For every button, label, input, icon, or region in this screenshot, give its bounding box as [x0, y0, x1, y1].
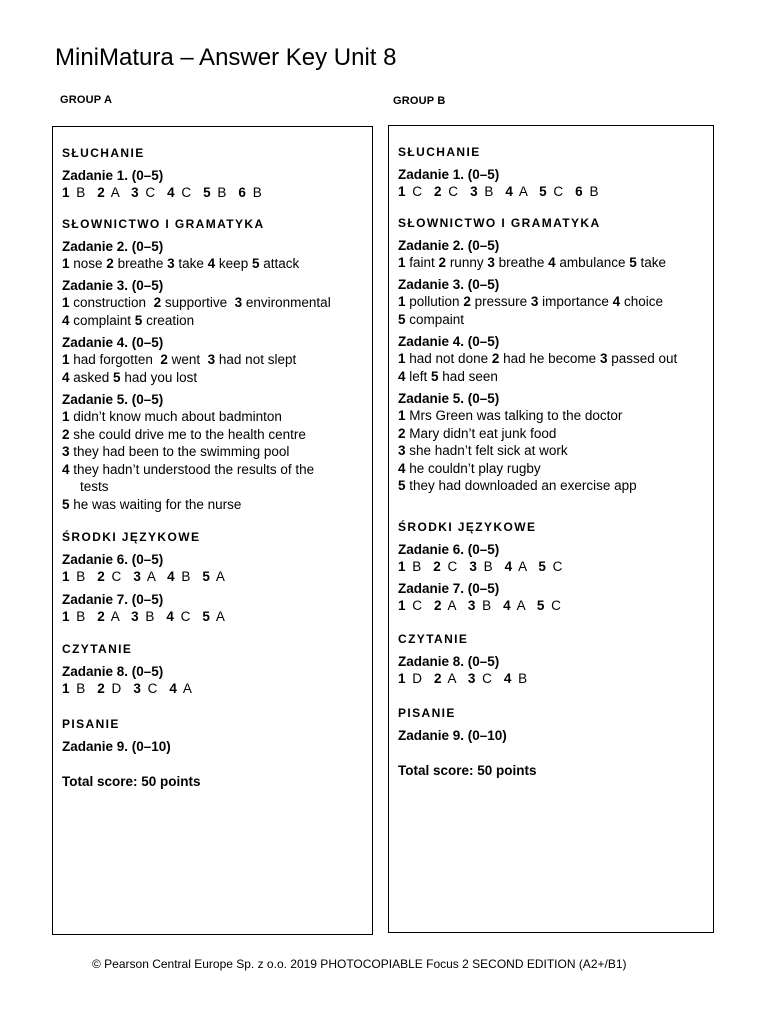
answer-text: faint [405, 254, 439, 270]
answer-number: 2 [463, 294, 471, 309]
answer-line [398, 425, 713, 443]
answer-text: supportive [161, 295, 235, 310]
section-srodki-jezykowe [398, 519, 713, 615]
answer-text: complaint [69, 312, 135, 328]
section-title: SŁOWNICTWO I GRAMATYKA [62, 216, 265, 231]
answer-number: 2 [491, 351, 500, 366]
answer-line [62, 184, 372, 202]
answer-number: 2 [398, 425, 406, 441]
answer-number: 4 [207, 255, 216, 271]
answer-number: 1 [398, 184, 408, 199]
answer-text: B [140, 608, 167, 624]
answer-line [62, 608, 372, 626]
task-block [62, 239, 372, 273]
answer-number: 2 [106, 255, 114, 271]
answer-text: A [443, 670, 468, 686]
task-heading: Zadanie 5. (0–5) [62, 392, 164, 407]
answer-text: C [407, 184, 435, 199]
answer-text: went [167, 352, 208, 367]
task-block [398, 277, 713, 328]
section-slownictwo-i-gramatyka [398, 215, 713, 495]
answer-number: 1 [398, 598, 408, 613]
group-a-answer-box [52, 126, 373, 935]
answer-number: 1 [398, 294, 406, 309]
answer-text: keep [215, 255, 252, 271]
answer-text: he was waiting for the nurse [69, 496, 242, 512]
answer-line [398, 442, 713, 460]
answer-text: importance [538, 294, 613, 309]
answer-text: A [443, 598, 468, 613]
task-block [62, 739, 372, 755]
answer-number: 1 [62, 352, 70, 367]
answer-text: B [584, 184, 600, 199]
answer-number: 1 [62, 608, 72, 624]
answer-text: had he become [499, 351, 600, 366]
section-pisanie [398, 705, 713, 744]
answer-text: had not done [405, 351, 492, 366]
answer-number: 5 [134, 312, 143, 328]
answer-number: 3 [398, 443, 406, 458]
task-heading: Zadanie 3. (0–5) [398, 277, 500, 292]
answer-line [62, 496, 372, 514]
answer-number: 3 [530, 294, 539, 309]
answer-text: B [176, 569, 203, 584]
answer-number: 1 [398, 558, 408, 574]
answer-text: A [512, 598, 537, 613]
task-block [398, 542, 713, 576]
answer-number: 2 [434, 670, 444, 686]
task-block [62, 168, 372, 202]
section-sluchanie [62, 145, 372, 202]
answer-number: 4 [503, 598, 513, 613]
answer-number: 5 [431, 368, 439, 384]
answer-text: Mrs Green was talking to the doctor [405, 408, 623, 423]
answer-text: B [71, 569, 98, 584]
task-block [398, 654, 713, 688]
answer-number: 6 [238, 185, 248, 200]
section-title: SŁUCHANIE [62, 146, 145, 160]
section-title: PISANIE [62, 716, 120, 731]
answer-line [62, 408, 372, 426]
answer-line [398, 254, 713, 272]
section-title: ŚRODKI JĘZYKOWE [62, 530, 201, 544]
answer-number: 3 [131, 185, 141, 200]
answer-line [398, 183, 713, 201]
answer-number: 4 [504, 558, 514, 574]
answer-text: A [106, 608, 132, 624]
answer-text: compaint [405, 311, 465, 327]
answer-line [62, 351, 372, 369]
task-block [62, 278, 372, 329]
answer-number: 4 [62, 312, 70, 328]
answer-text: B [247, 185, 264, 200]
answer-number: 1 [398, 254, 406, 270]
answer-text: had seen [438, 368, 498, 384]
answer-number: 2 [97, 569, 107, 584]
answer-number: 4 [167, 185, 177, 200]
answer-text: they had been to the swimming pool [69, 444, 290, 459]
answer-text: he couldn’t play rugby [405, 460, 541, 476]
answer-line [398, 407, 713, 425]
answer-number: 5 [398, 478, 406, 493]
task-heading: Zadanie 7. (0–5) [398, 581, 500, 596]
task-heading: Zadanie 9. (0–10) [62, 738, 171, 754]
answer-text: environmental [242, 295, 331, 310]
answer-line [398, 293, 713, 311]
task-heading: Zadanie 6. (0–5) [62, 552, 164, 567]
group-a-label: GROUP A [60, 94, 113, 106]
answer-text: had not slept [215, 352, 297, 367]
task-heading: Zadanie 2. (0–5) [62, 238, 164, 254]
answer-text: D [106, 681, 134, 696]
answer-text: C [476, 670, 504, 686]
answer-number: 4 [62, 461, 70, 477]
answer-text: left [405, 368, 432, 384]
answer-text: B [71, 185, 98, 200]
task-block [62, 664, 372, 698]
answer-number: 2 [97, 681, 107, 696]
answer-number: 3 [487, 254, 495, 270]
answer-text: C [545, 598, 563, 613]
answer-number: 3 [467, 670, 477, 686]
section-czytanie [398, 631, 713, 688]
answer-text: B [71, 608, 98, 624]
answer-number: 4 [398, 460, 406, 476]
section-title: CZYTANIE [398, 631, 469, 646]
answer-line [62, 312, 372, 330]
answer-number: 2 [97, 608, 107, 624]
task-heading: Zadanie 1. (0–5) [398, 167, 500, 182]
answer-number: 5 [62, 496, 70, 512]
answer-number: 4 [166, 608, 176, 624]
task-heading: Zadanie 8. (0–5) [62, 664, 164, 679]
answer-text: C [407, 598, 435, 613]
answer-number: 5 [251, 255, 260, 271]
answer-number: 4 [612, 294, 621, 309]
answer-text: asked [69, 369, 114, 385]
task-heading: Zadanie 5. (0–5) [398, 391, 500, 406]
answer-number: 4 [398, 368, 406, 384]
answer-line [398, 558, 713, 576]
answer-text: pressure [470, 294, 531, 309]
answer-number: 2 [433, 558, 443, 574]
answer-text: B [407, 558, 434, 574]
answer-number: 3 [62, 444, 70, 459]
section-title: SŁUCHANIE [398, 145, 481, 159]
answer-text: had you lost [120, 369, 198, 385]
answer-number: 3 [133, 569, 143, 584]
section-title: SŁOWNICTWO I GRAMATYKA [398, 215, 601, 230]
answer-number: 2 [153, 295, 162, 310]
answer-line [398, 597, 713, 615]
answer-text: Mary didn’t eat junk food [405, 425, 557, 441]
answer-number: 3 [167, 255, 175, 271]
answer-line [398, 368, 713, 386]
copyright-footer: © Pearson Central Europe Sp. z o.o. 2019 PHOTOCOPIABLE Focus 2 SECOND EDITION (A2+/B1) [92, 957, 627, 971]
task-heading: Zadanie 3. (0–5) [62, 278, 164, 293]
answer-text: C [548, 184, 576, 199]
answer-text: C [547, 558, 564, 574]
answer-text: A [514, 184, 540, 199]
answer-line [398, 670, 713, 688]
answer-number: 1 [62, 569, 72, 584]
section-title: PISANIE [398, 706, 456, 720]
answer-text: take [636, 254, 667, 270]
answer-text: B [71, 681, 98, 696]
group-b-answer-box [388, 125, 714, 933]
answer-text: C [176, 185, 204, 200]
task-block [62, 552, 372, 586]
answer-number: 2 [160, 352, 168, 367]
answer-number: 2 [62, 426, 70, 442]
answer-text: C [140, 185, 168, 200]
answer-number: 5 [629, 254, 637, 270]
answer-number: 3 [131, 608, 141, 624]
task-heading: Zadanie 2. (0–5) [398, 237, 500, 253]
answer-line [62, 443, 372, 461]
task-block [398, 238, 713, 272]
answer-number: 1 [62, 681, 72, 696]
answer-text: A [106, 185, 132, 200]
task-heading: Zadanie 8. (0–5) [398, 653, 500, 669]
answer-number: 4 [548, 254, 556, 270]
task-heading: Zadanie 1. (0–5) [62, 168, 164, 183]
answer-line [398, 350, 713, 368]
answer-number: 1 [62, 185, 72, 200]
task-block [398, 334, 713, 385]
answer-text: B [479, 184, 506, 199]
answer-line [398, 477, 713, 495]
answer-number: 4 [169, 681, 179, 696]
answer-text: construction [69, 295, 154, 310]
answer-number: 1 [62, 255, 70, 271]
total-score: Total score: 50 points [398, 763, 537, 778]
task-block [62, 592, 372, 626]
answer-line [62, 426, 372, 444]
answer-text: C [175, 608, 203, 624]
answer-text: D [407, 670, 435, 686]
section-pisanie [62, 716, 372, 755]
answer-number: 1 [62, 295, 70, 310]
answer-number: 5 [202, 569, 212, 584]
answer-number: 2 [434, 598, 444, 613]
answer-number: 4 [503, 670, 513, 686]
answer-text: A [142, 569, 168, 584]
answer-text: they hadn’t understood the results of the [69, 461, 315, 477]
task-block [62, 335, 372, 386]
answer-text: creation [142, 312, 195, 328]
answer-line [62, 461, 372, 479]
answer-number: 3 [133, 681, 143, 696]
answer-line [62, 478, 372, 496]
answer-text: tests [80, 479, 109, 494]
answer-number: 3 [234, 295, 243, 310]
task-heading: Zadanie 4. (0–5) [62, 335, 164, 350]
answer-text: she hadn’t felt sick at work [405, 443, 568, 458]
task-block [62, 392, 372, 513]
answer-text: B [476, 598, 504, 613]
answer-text: C [106, 569, 134, 584]
section-title: ŚRODKI JĘZYKOWE [398, 519, 537, 534]
answer-number: 5 [539, 184, 549, 199]
answer-text: A [211, 608, 227, 624]
answer-number: 3 [470, 184, 480, 199]
answer-number: 5 [203, 185, 213, 200]
answer-line [62, 568, 372, 586]
answer-number: 5 [536, 598, 546, 613]
answer-number: 5 [113, 369, 121, 385]
answer-number: 1 [398, 351, 406, 366]
task-heading: Zadanie 4. (0–5) [398, 334, 500, 349]
task-block [398, 581, 713, 615]
total-score: Total score: 50 points [62, 773, 201, 789]
answer-number: 4 [62, 369, 70, 385]
answer-number: 2 [438, 254, 447, 270]
answer-text: C [443, 184, 471, 199]
answer-number: 5 [538, 558, 548, 574]
answer-line [398, 311, 713, 329]
answer-text: passed out [607, 351, 678, 366]
task-block [398, 728, 713, 744]
task-heading: Zadanie 6. (0–5) [398, 541, 500, 557]
section-title: CZYTANIE [62, 642, 133, 656]
section-slownictwo-i-gramatyka [62, 216, 372, 514]
answer-text: B [212, 185, 239, 200]
answer-line [62, 255, 372, 273]
answer-number: 5 [202, 608, 212, 624]
answer-number: 3 [469, 558, 479, 574]
answer-text: C [442, 558, 470, 574]
page-title: MiniMatura – Answer Key Unit 8 [55, 44, 397, 71]
answer-number: 2 [97, 185, 107, 200]
answer-text: pollution [405, 294, 464, 309]
answer-text: they had downloaded an exercise app [405, 478, 637, 493]
answer-text: nose [69, 255, 107, 271]
section-srodki-jezykowe [62, 529, 372, 625]
answer-text: breathe [494, 254, 549, 270]
answer-text: A [513, 558, 539, 574]
answer-number: 1 [62, 409, 70, 424]
answer-line [398, 460, 713, 478]
answer-number: 3 [207, 352, 216, 367]
task-heading: Zadanie 7. (0–5) [62, 591, 164, 607]
answer-text: B [512, 670, 529, 686]
answer-text: didn’t know much about badminton [69, 409, 282, 424]
answer-number: 1 [398, 670, 408, 686]
answer-text: runny [446, 254, 488, 270]
answer-text: A [178, 681, 194, 696]
answer-number: 6 [575, 184, 585, 199]
answer-number: 1 [398, 408, 406, 423]
answer-text: attack [259, 255, 300, 271]
answer-text: she could drive me to the health centre [69, 426, 306, 442]
section-czytanie [62, 641, 372, 698]
answer-text: breathe [113, 255, 168, 271]
answer-text: choice [620, 294, 663, 309]
answer-text: had forgotten [69, 352, 161, 367]
section-sluchanie [398, 144, 713, 201]
task-block [398, 391, 713, 495]
group-b-label: GROUP B [393, 95, 446, 107]
answer-line [62, 680, 372, 698]
answer-number: 3 [599, 351, 608, 366]
answer-number: 3 [467, 598, 477, 613]
answer-number: 5 [398, 311, 406, 327]
answer-text: take [174, 255, 208, 271]
answer-line [62, 294, 372, 312]
answer-text: C [142, 681, 170, 696]
answer-number: 2 [434, 184, 444, 199]
task-block [398, 167, 713, 201]
task-heading: Zadanie 9. (0–10) [398, 728, 507, 743]
answer-text: A [211, 569, 227, 584]
answer-line [62, 369, 372, 387]
answer-number: 4 [505, 184, 515, 199]
answer-text: B [478, 558, 505, 574]
answer-number: 4 [167, 569, 177, 584]
answer-text: ambulance [555, 254, 630, 270]
